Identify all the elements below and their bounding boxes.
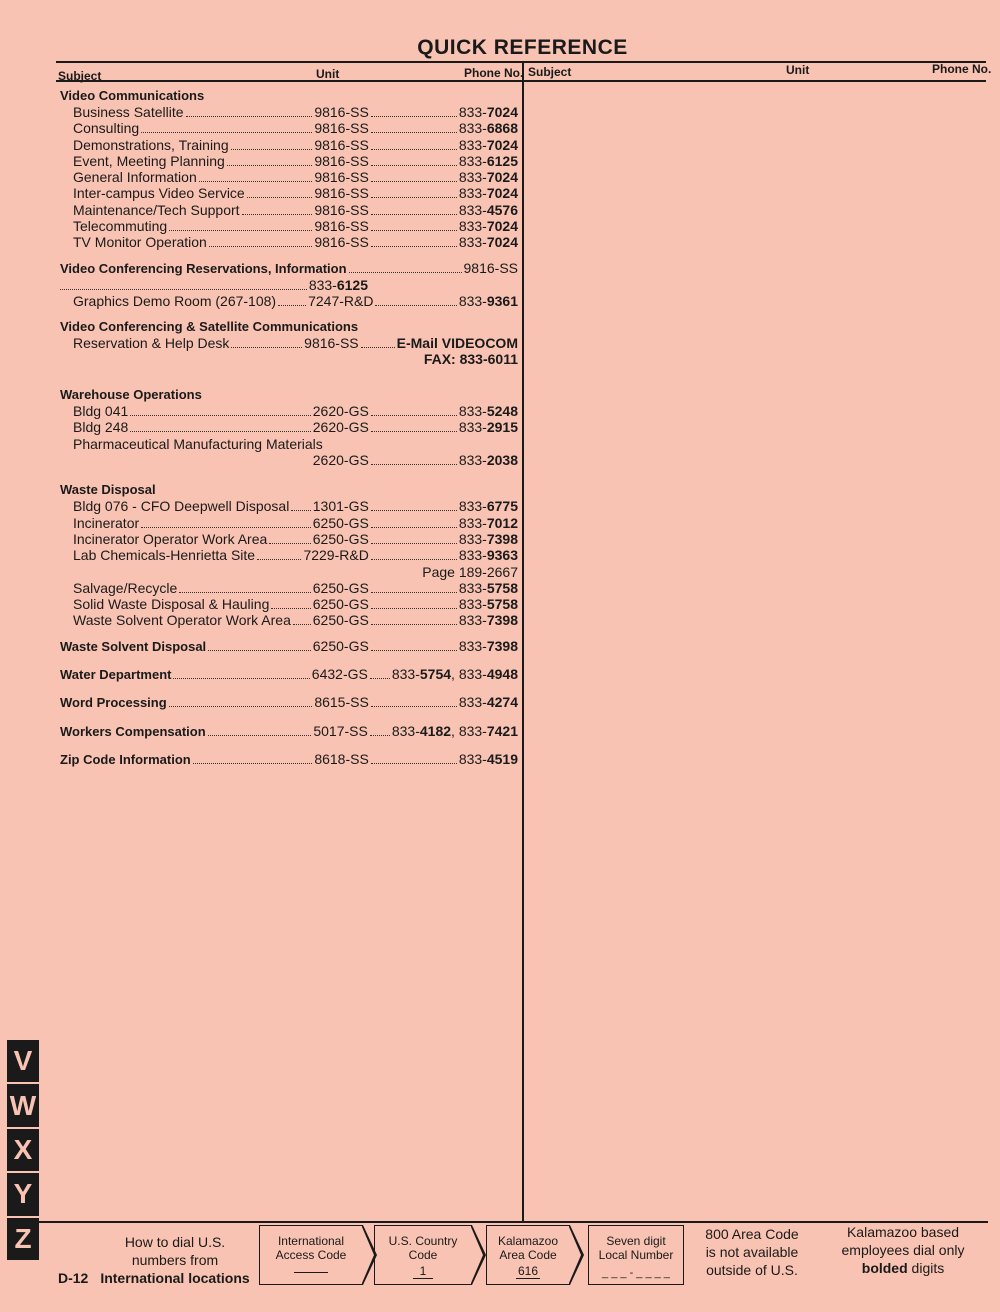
tab-letter-v: V — [7, 1040, 39, 1084]
section-single-entry — [60, 751, 518, 768]
entry-label: TV Monitor Operation — [73, 234, 207, 251]
entry-row — [60, 202, 518, 218]
page-title: QUICK REFERENCE — [417, 36, 628, 59]
entry-label: Bldg 076 - CFO Deepwell Disposal — [73, 498, 290, 515]
entry-label: Incinerator Operator Work Area — [73, 530, 268, 547]
box-international-access-code: International Access Code — [259, 1225, 363, 1285]
entry-row — [60, 596, 518, 612]
entry-unit: 9816-SS — [314, 185, 369, 202]
header-phone-left: Phone No. — [464, 66, 524, 80]
section-single-entry — [60, 666, 518, 683]
entry-unit: 1301-GS — [312, 498, 369, 515]
entry-unit: 6250-GS — [312, 514, 369, 531]
section-vc-reservations — [60, 260, 518, 310]
column-divider — [522, 62, 524, 1222]
tab-letter-z: Z — [14, 1222, 32, 1254]
entry-phone: 833-7398 — [458, 612, 518, 629]
note-kalamazoo-dialing: Kalamazoo based employees dial only bolded digits — [841, 1224, 965, 1276]
entry-row — [60, 104, 518, 120]
entry-unit: 7247-R&D — [308, 293, 374, 310]
entry-unit: 9816-SS — [314, 120, 369, 137]
note-800-area-code: 800 Area Code is not available outside of U.S. — [705, 1226, 799, 1278]
entry-phone: 833-4519 — [458, 750, 518, 767]
section-single-entry — [60, 694, 518, 711]
entry-label: Maintenance/Tech Support — [73, 201, 240, 218]
entry-row — [60, 403, 518, 419]
entry-phone: 833-4576 — [458, 201, 518, 218]
entry-email: E-Mail VIDEOCOM — [396, 334, 518, 351]
entry-phone: 833-6125 — [308, 276, 368, 293]
entry-unit: 2620-GS — [312, 452, 369, 469]
entry-unit: 6250-GS — [312, 579, 369, 596]
entry-fax: FAX: 833-6011 — [423, 350, 518, 367]
tab-letter-w: W — [7, 1084, 39, 1128]
page-number: D-12 — [58, 1270, 89, 1286]
section-waste-disposal — [60, 482, 518, 628]
entry-row — [60, 260, 518, 277]
entry-phone: 833-5758 — [458, 579, 518, 596]
arrow-icon — [570, 1225, 584, 1285]
entry-unit: 6250-GS — [312, 530, 369, 547]
entry-row — [60, 452, 518, 468]
entry-row — [60, 580, 518, 596]
entry-phone: 833-7024 — [458, 104, 518, 120]
entry-unit: 6250-GS — [312, 612, 369, 629]
entry-phone: 833-7024 — [458, 218, 518, 235]
entry-row — [60, 169, 518, 185]
alphabet-tabs — [7, 1040, 39, 1260]
box-us-country-code: U.S. Country Code 1 — [374, 1225, 472, 1285]
entry-label: General Information — [73, 169, 197, 186]
entry-unit: 9816-SS — [314, 136, 369, 153]
entry-row — [60, 153, 518, 169]
header-phone-right: Phone No. — [932, 62, 992, 76]
entry-phone: 833-7012 — [458, 514, 518, 531]
entry-unit: 6250-GS — [312, 637, 369, 654]
entry-page-note: Page 189-2667 — [422, 563, 518, 580]
entry-label: Bldg 041 — [73, 403, 129, 420]
entry-label: Waste Solvent Operator Work Area — [73, 612, 291, 629]
header-subject-left: Subject — [58, 69, 102, 83]
section-single-entry — [60, 638, 518, 655]
section-single-entry — [60, 723, 518, 740]
entry-row — [60, 666, 518, 683]
entry-unit: 2620-GS — [312, 419, 369, 436]
entry-row — [60, 293, 518, 309]
entry-phone: 833-7398 — [458, 637, 518, 654]
entry-phone: 833-4274 — [458, 694, 518, 711]
header-rule-bottom — [56, 80, 986, 82]
section-heading: Video Conferencing & Satellite Communications — [60, 318, 359, 334]
entry-unit: 9816-SS — [314, 234, 369, 251]
entry-phone: 833-2038 — [458, 452, 518, 469]
header-unit-left: Unit — [316, 67, 340, 81]
entry-label: Pharmaceutical Manufacturing Materials — [73, 435, 323, 452]
directory-left-column — [60, 88, 518, 779]
entry-row — [60, 694, 518, 711]
entry-row — [60, 335, 518, 351]
entry-phone: 833-6775 — [458, 498, 518, 515]
entry-unit: 6432-GS — [311, 666, 368, 683]
entry-unit: 5017-SS — [313, 722, 368, 739]
entry-phone: 833-7024 — [458, 169, 518, 186]
entry-row — [60, 638, 518, 655]
entry-phone: 833-7398 — [458, 530, 518, 547]
dial-instructions: How to dial U.S. numbers from International locations — [100, 1234, 250, 1286]
section-video-communications — [60, 88, 518, 251]
entry-label: Graphics Demo Room (267-108) — [73, 293, 277, 310]
tab-letter-x: X — [7, 1129, 39, 1173]
entry-label: Solid Waste Disposal & Hauling — [73, 596, 270, 613]
entry-label: Bldg 248 — [73, 419, 129, 436]
entry-row — [60, 137, 518, 153]
entry-phone: 833-5758 — [458, 596, 518, 613]
entry-unit: 9816-SS — [304, 334, 359, 351]
entry-row — [60, 498, 518, 514]
entry-unit: 8615-SS — [314, 694, 369, 711]
entry-row — [60, 531, 518, 547]
entry-label: Waste Solvent Disposal — [60, 638, 207, 654]
section-heading: Video Communications — [60, 88, 205, 103]
entry-row — [60, 612, 518, 628]
entry-phone: 833-2915 — [458, 419, 518, 436]
entry-phone: 833-5248 — [458, 403, 518, 420]
entry-phone: 833-9361 — [458, 293, 518, 310]
section-heading: Waste Disposal — [60, 482, 156, 498]
entry-unit: 9816-SS — [314, 201, 369, 218]
entry-row — [60, 218, 518, 234]
entry-row — [60, 515, 518, 531]
entry-label: Reservation & Help Desk — [73, 334, 230, 351]
arrow-icon — [472, 1225, 486, 1285]
header-rule-top — [56, 61, 986, 63]
entry-label: Inter-campus Video Service — [73, 185, 245, 202]
section-vc-satellite — [60, 319, 518, 368]
entry-unit: 2620-GS — [312, 403, 369, 420]
entry-unit: 9816-SS — [314, 218, 369, 235]
entry-row — [60, 723, 518, 740]
entry-label: Consulting — [73, 120, 140, 137]
entry-label: Zip Code Information — [60, 751, 191, 767]
entry-phone: 833-6868 — [458, 120, 518, 137]
entry-label: Telecommuting — [73, 218, 168, 235]
entry-phone: 833-7024 — [458, 234, 518, 251]
entry-row — [60, 547, 518, 563]
entry-unit: 9816-SS — [314, 104, 369, 120]
entry-unit: 9816-SS — [314, 169, 369, 186]
entry-label: Workers Compensation — [60, 723, 206, 739]
entry-label: Lab Chemicals-Henrietta Site — [73, 547, 256, 564]
header-unit-right: Unit — [786, 63, 810, 77]
section-heading: Warehouse Operations — [60, 387, 202, 403]
entry-phone: 833-9363 — [458, 547, 518, 564]
entry-phone: 833-6125 — [458, 152, 518, 169]
entry-row — [60, 419, 518, 435]
entry-unit: 9816-SS — [463, 259, 518, 276]
entry-phone: 833-7024 — [458, 185, 518, 202]
entry-phone: 833-5754, 833-4948 — [391, 666, 518, 683]
entry-row — [60, 234, 518, 250]
entry-label: Salvage/Recycle — [73, 579, 178, 596]
entry-unit: 8618-SS — [314, 750, 369, 767]
header-subject-right: Subject — [528, 65, 572, 79]
entry-row — [60, 751, 518, 768]
box-kalamazoo-area-code: Kalamazoo Area Code 616 — [486, 1225, 570, 1285]
entry-label: Demonstrations, Training — [73, 136, 229, 153]
tab-letter-y: Y — [7, 1173, 39, 1217]
entry-row — [60, 120, 518, 136]
entry-unit: 6250-GS — [312, 596, 369, 613]
entry-label: Incinerator — [73, 514, 140, 531]
entry-label: Business Satellite — [73, 104, 184, 120]
entry-label: Word Processing — [60, 695, 167, 711]
box-seven-digit-local-number: Seven digit Local Number _ _ _ - _ _ _ _ — [588, 1225, 684, 1285]
entry-row — [60, 185, 518, 201]
entry-label: Water Department — [60, 667, 172, 683]
entry-label: Video Conferencing Reservations, Information — [60, 260, 347, 276]
entry-phone: 833-7024 — [458, 136, 518, 153]
entry-unit: 9816-SS — [314, 152, 369, 169]
entry-label: Event, Meeting Planning — [73, 152, 225, 169]
section-warehouse-operations — [60, 387, 518, 468]
entry-row — [60, 277, 518, 293]
entry-unit: 7229-R&D — [303, 547, 369, 564]
entry-phone: 833-4182, 833-7421 — [391, 722, 518, 739]
